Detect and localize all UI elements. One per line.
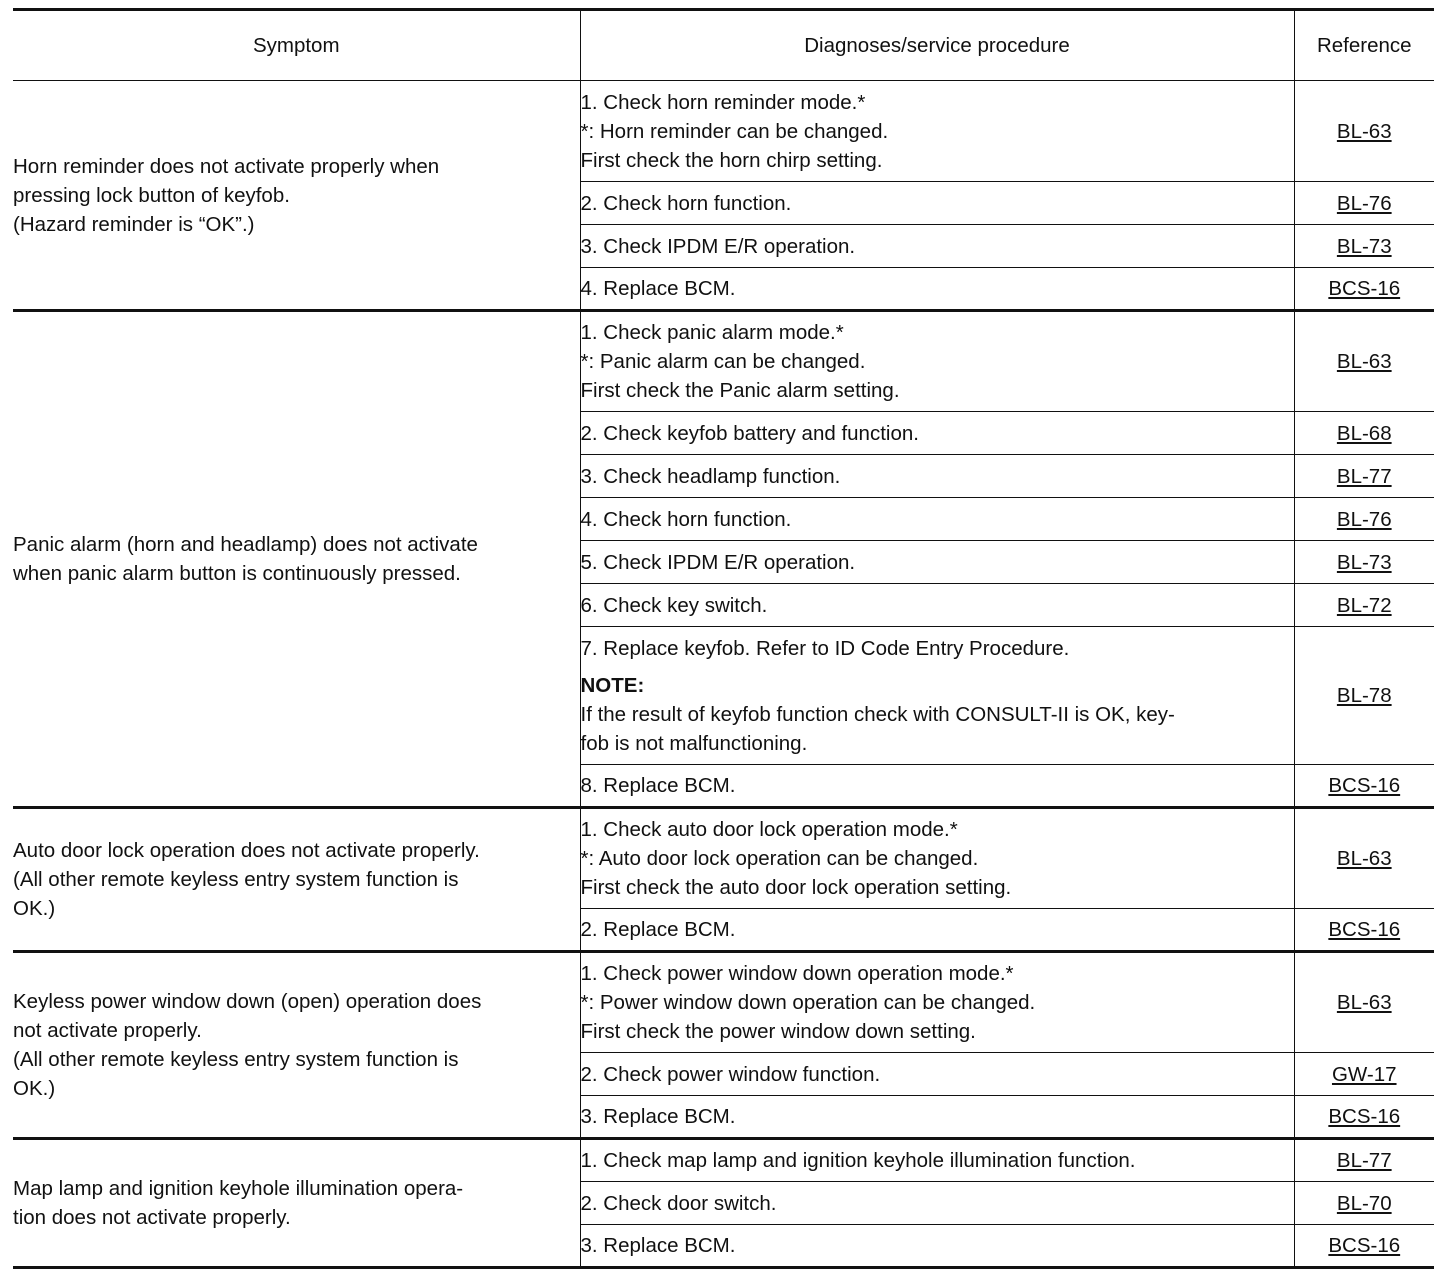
symptom-cell	[13, 808, 580, 952]
procedure-line: First check the auto door lock operation setting.	[580, 876, 1012, 899]
symptom-line: Auto door lock operation does not activate properly.	[13, 839, 480, 862]
symptom-line: Keyless power window down (open) operation does	[13, 990, 482, 1013]
procedure-cell	[580, 584, 1294, 627]
symptom-line: (All other remote keyless entry system function is	[13, 868, 459, 891]
procedure-line: 6. Check key switch.	[580, 593, 768, 617]
procedure-line: First check the Panic alarm setting.	[580, 379, 900, 402]
reference-cell	[1294, 909, 1434, 952]
reference-cell	[1294, 268, 1434, 311]
symptom-line: (All other remote keyless entry system function is	[13, 1048, 459, 1071]
procedure-line: 3. Replace BCM.	[580, 1234, 736, 1257]
reference-cell	[1294, 412, 1434, 455]
reference-cell	[1294, 584, 1434, 627]
procedure-line: *: Panic alarm can be changed.	[580, 350, 866, 373]
table-row	[13, 311, 1434, 412]
reference-cell	[1294, 225, 1434, 268]
table-body	[13, 81, 1434, 1268]
reference-cell	[1294, 81, 1434, 182]
procedure-line: *: Power window down operation can be changed.	[580, 991, 1036, 1014]
reference-link[interactable]: BCS-16	[1328, 774, 1401, 797]
procedure-cell	[580, 952, 1294, 1053]
procedure-line: 2. Check horn function.	[580, 191, 792, 215]
reference-link[interactable]: GW-17	[1331, 1062, 1397, 1086]
table-row	[13, 81, 1434, 182]
reference-cell	[1294, 498, 1434, 541]
reference-cell	[1294, 1225, 1434, 1268]
procedure-line: 1. Check auto door lock operation mode.*	[580, 818, 958, 841]
symptom-cell	[13, 81, 580, 311]
symptom-line: when panic alarm button is continuously pressed.	[13, 562, 461, 585]
reference-cell	[1294, 765, 1434, 808]
header-procedure: Diagnoses/service procedure	[580, 10, 1294, 81]
header-row	[13, 10, 1434, 81]
procedure-line: 1. Check power window down operation mode.*	[580, 962, 1014, 985]
reference-cell	[1294, 311, 1434, 412]
reference-cell	[1294, 1182, 1434, 1225]
symptom-line: not activate properly.	[13, 1019, 202, 1042]
note-line: fob is not malfunctioning.	[580, 731, 808, 755]
procedure-line: 4. Check horn function.	[580, 507, 792, 531]
reference-link[interactable]: BL-76	[1336, 507, 1392, 531]
reference-link[interactable]: BCS-16	[1328, 1105, 1401, 1128]
reference-link[interactable]: BL-73	[1336, 550, 1392, 574]
procedure-cell	[580, 498, 1294, 541]
reference-link[interactable]: BL-63	[1336, 991, 1392, 1014]
reference-link[interactable]: BCS-16	[1328, 1234, 1401, 1257]
header-reference: Reference	[1294, 10, 1434, 81]
procedure-cell	[580, 1053, 1294, 1096]
reference-link[interactable]: BCS-16	[1328, 277, 1401, 300]
reference-link[interactable]: BL-70	[1336, 1191, 1392, 1215]
reference-link[interactable]: BL-68	[1336, 421, 1392, 445]
procedure-line: First check the power window down setting.	[580, 1020, 976, 1043]
diagnosis-table	[13, 8, 1434, 1269]
reference-link[interactable]: BL-63	[1336, 350, 1392, 373]
procedure-line: 3. Check IPDM E/R operation.	[580, 234, 856, 258]
procedure-cell	[580, 627, 1294, 765]
procedure-line: 1. Check horn reminder mode.*	[580, 90, 866, 114]
symptom-line: Panic alarm (horn and headlamp) does not activate	[13, 533, 478, 556]
procedure-cell	[580, 225, 1294, 268]
reference-cell	[1294, 1096, 1434, 1139]
symptom-line: pressing lock button of keyfob.	[13, 183, 290, 207]
reference-link[interactable]: BL-73	[1336, 234, 1392, 258]
reference-link[interactable]: BL-76	[1336, 191, 1392, 215]
symptom-line: tion does not activate properly.	[13, 1206, 291, 1229]
reference-cell	[1294, 182, 1434, 225]
procedure-cell	[580, 412, 1294, 455]
symptom-cell	[13, 952, 580, 1139]
procedure-cell	[580, 765, 1294, 808]
procedure-cell	[580, 808, 1294, 909]
procedure-cell	[580, 81, 1294, 182]
reference-cell	[1294, 952, 1434, 1053]
reference-cell	[1294, 541, 1434, 584]
header-symptom: Symptom	[13, 10, 580, 81]
reference-link[interactable]: BCS-16	[1328, 918, 1401, 941]
symptom-cell	[13, 1139, 580, 1268]
procedure-cell	[580, 1182, 1294, 1225]
procedure-line: 3. Replace BCM.	[580, 1105, 736, 1128]
reference-link[interactable]: BL-63	[1336, 119, 1392, 143]
procedure-line: 5. Check IPDM E/R operation.	[580, 550, 856, 574]
symptom-line: OK.)	[13, 897, 56, 920]
table-row	[13, 1139, 1434, 1182]
procedure-cell	[580, 1139, 1294, 1182]
procedure-cell	[580, 541, 1294, 584]
symptom-line: OK.)	[13, 1077, 56, 1100]
procedure-cell	[580, 311, 1294, 412]
procedure-line: 2. Check door switch.	[580, 1191, 777, 1215]
reference-link[interactable]: BL-63	[1336, 847, 1392, 870]
symptom-line: (Hazard reminder is “OK”.)	[13, 212, 255, 236]
procedure-line: 2. Replace BCM.	[580, 918, 736, 941]
procedure-line: 8. Replace BCM.	[580, 774, 736, 797]
procedure-cell	[580, 455, 1294, 498]
reference-cell	[1294, 1139, 1434, 1182]
reference-link[interactable]: BL-77	[1336, 464, 1392, 488]
procedure-line: *: Auto door lock operation can be changed.	[580, 847, 979, 870]
reference-cell	[1294, 808, 1434, 909]
procedure-line: First check the horn chirp setting.	[580, 148, 883, 172]
table-row	[13, 952, 1434, 1053]
reference-link[interactable]: BL-77	[1336, 1149, 1392, 1172]
procedure-cell	[580, 1225, 1294, 1268]
reference-link[interactable]: BL-78	[1336, 684, 1392, 707]
procedure-line: *: Horn reminder can be changed.	[580, 119, 889, 143]
note-label: NOTE:	[580, 673, 645, 697]
procedure-cell	[580, 182, 1294, 225]
reference-cell	[1294, 1053, 1434, 1096]
procedure-line: 7. Replace keyfob. Refer to ID Code Entry Procedure.	[580, 636, 1070, 660]
procedure-cell	[580, 268, 1294, 311]
procedure-cell	[580, 1096, 1294, 1139]
reference-link[interactable]: BL-72	[1336, 593, 1392, 617]
procedure-line: 4. Replace BCM.	[580, 277, 736, 300]
procedure-line: 2. Check power window function.	[580, 1062, 881, 1086]
symptom-cell	[13, 311, 580, 808]
reference-cell	[1294, 455, 1434, 498]
procedure-line: 3. Check headlamp function.	[580, 464, 841, 488]
symptom-line: Map lamp and ignition keyhole illumination opera-	[13, 1177, 464, 1200]
note-line: If the result of keyfob function check with CONSULT-II is OK, key-	[580, 702, 1175, 726]
procedure-line: 2. Check keyfob battery and function.	[580, 421, 919, 445]
symptom-line: Horn reminder does not activate properly when	[13, 154, 440, 178]
table-row	[13, 808, 1434, 909]
procedure-line: 1. Check map lamp and ignition keyhole illumination function.	[580, 1149, 1136, 1172]
procedure-cell	[580, 909, 1294, 952]
reference-cell	[1294, 627, 1434, 765]
procedure-line: 1. Check panic alarm mode.*	[580, 321, 844, 344]
